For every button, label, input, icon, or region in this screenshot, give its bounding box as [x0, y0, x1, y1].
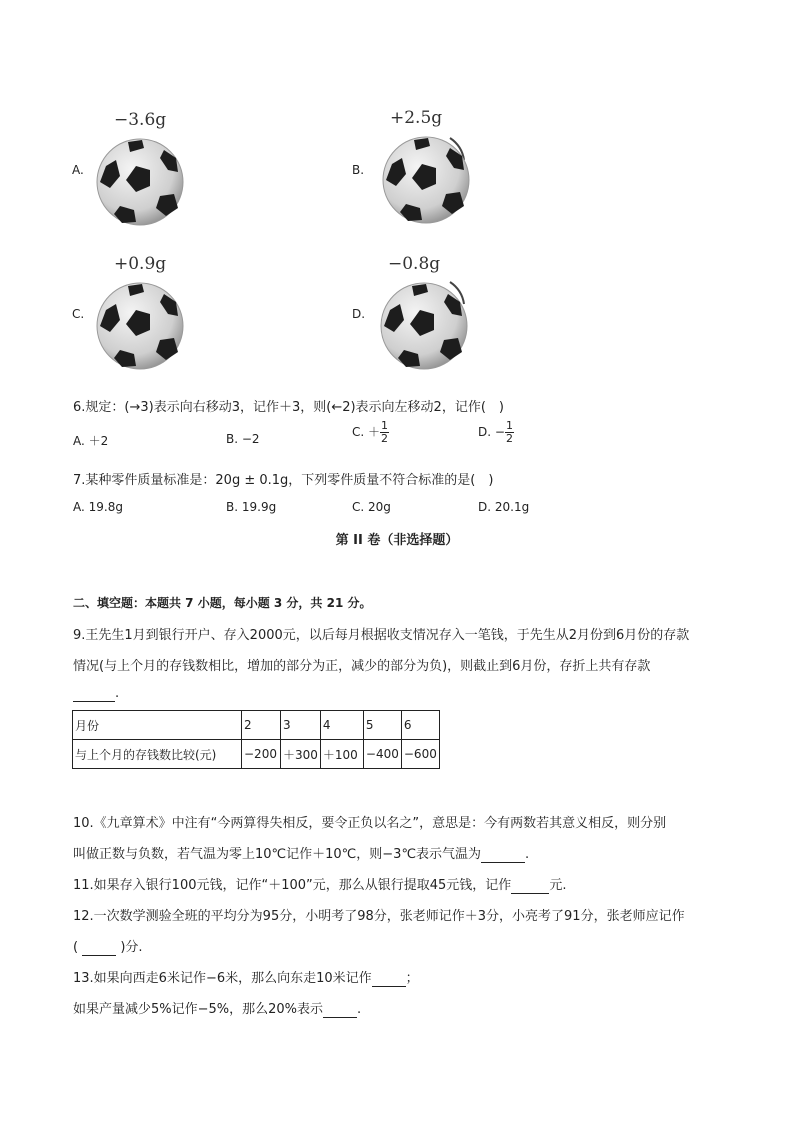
soccer-ball-icon	[92, 254, 212, 372]
soccer-ball-image	[92, 254, 212, 372]
table-cell: 4	[320, 711, 363, 740]
q7-choice-d[interactable]: D. 20.1g	[478, 500, 530, 514]
q7-stem: 7.某种零件质量标准是：20g ± 0.1g，下列零件质量不符合标准的是( )	[73, 473, 494, 488]
fraction: $\frac{1}{2}$	[505, 419, 513, 445]
q6-choice-d[interactable]: D. − $\frac{1}{2}$	[478, 419, 513, 445]
weight-label: −0.8g	[388, 254, 441, 274]
table-row	[73, 740, 440, 769]
soccer-ball-icon	[92, 110, 212, 228]
soccer-ball-icon	[368, 108, 488, 226]
table-cell: −400	[363, 740, 401, 769]
q7-choice-b[interactable]: B. 19.9g	[226, 500, 277, 514]
table-cell: 3	[281, 711, 321, 740]
option-label: D.	[352, 307, 366, 321]
q11-line: 11.如果存入银行100元钱，记作“＋100”元，那么从银行提取45元钱，记作 元.	[73, 878, 567, 893]
section2-heading: 二、填空题：本题共 7 小题，每小题 3 分，共 21 分。	[73, 596, 372, 610]
q6-stem: 6.规定：(→3)表示向右移动3，记作＋3，则(←2)表示向左移动2，记作( )	[73, 400, 504, 415]
answer-blank[interactable]	[73, 686, 115, 702]
q9-line3: .	[73, 686, 119, 702]
weight-label: +2.5g	[390, 108, 443, 128]
table-cell: 月份	[73, 711, 242, 740]
answer-blank[interactable]	[323, 1002, 357, 1018]
q6-choice-b[interactable]: B. −2	[226, 432, 260, 446]
q9-table	[72, 710, 440, 769]
q10-line1: 10.《九章算术》中注有“今两算得失相反，要令正负以名之”，意思是：今有两数若其意义相反，则分别	[73, 816, 667, 831]
table-cell: ＋300	[281, 740, 321, 769]
soccer-ball-image	[366, 254, 486, 372]
q13-line1: 13.如果向西走6米记作−6米，那么向东走10米记作 ；	[73, 971, 419, 986]
soccer-ball-image	[92, 110, 212, 228]
table-cell: 与上个月的存钱数比较(元)	[73, 740, 242, 769]
table-cell: −600	[401, 740, 439, 769]
q9-line2: 情况(与上个月的存钱数相比，增加的部分为正，减少的部分为负)，则截止到6月份，存折上共有存款	[73, 659, 651, 674]
table-cell: −200	[242, 740, 281, 769]
table-cell: 2	[242, 711, 281, 740]
answer-blank[interactable]	[372, 971, 406, 987]
q6-choice-c[interactable]: C. ＋ $\frac{1}{2}$	[352, 419, 389, 445]
fraction: $\frac{1}{2}$	[381, 419, 389, 445]
q12-line1: 12.一次数学测验全班的平均分为95分，小明考了98分，张老师记作＋3分，小亮考了91分，张老师应记作	[73, 909, 685, 924]
soccer-ball-image	[368, 108, 488, 226]
table-cell: ＋100	[320, 740, 363, 769]
soccer-ball-icon	[366, 254, 486, 372]
q9-line1: 9.王先生1月到银行开户、存入2000元，以后每月根据收支情况存入一笔钱，于先生从2月份到6月份的存款	[73, 628, 690, 643]
table-row	[73, 711, 440, 740]
table-cell: 5	[363, 711, 401, 740]
answer-blank[interactable]	[481, 847, 525, 863]
option-label: A.	[72, 163, 84, 177]
q12-line2: ( )分.	[73, 940, 143, 955]
option-label: C.	[72, 307, 85, 321]
weight-label: −3.6g	[114, 110, 167, 130]
answer-blank[interactable]	[82, 940, 116, 956]
q13-line2: 如果产量减少5%记作−5%，那么20%表示 .	[73, 1002, 362, 1017]
section-title: 第 II 卷（非选择题）	[335, 533, 459, 548]
option-label: B.	[352, 163, 365, 177]
q6-choice-a[interactable]: A. ＋2	[73, 434, 109, 448]
q7-choice-c[interactable]: C. 20g	[352, 500, 391, 514]
q7-choice-a[interactable]: A. 19.8g	[73, 500, 123, 514]
answer-blank[interactable]	[511, 878, 549, 894]
table-cell: 6	[401, 711, 439, 740]
weight-label: +0.9g	[114, 254, 167, 274]
q10-line2: 叫做正数与负数，若气温为零上10℃记作＋10℃，则−3℃表示气温为 .	[73, 847, 530, 862]
